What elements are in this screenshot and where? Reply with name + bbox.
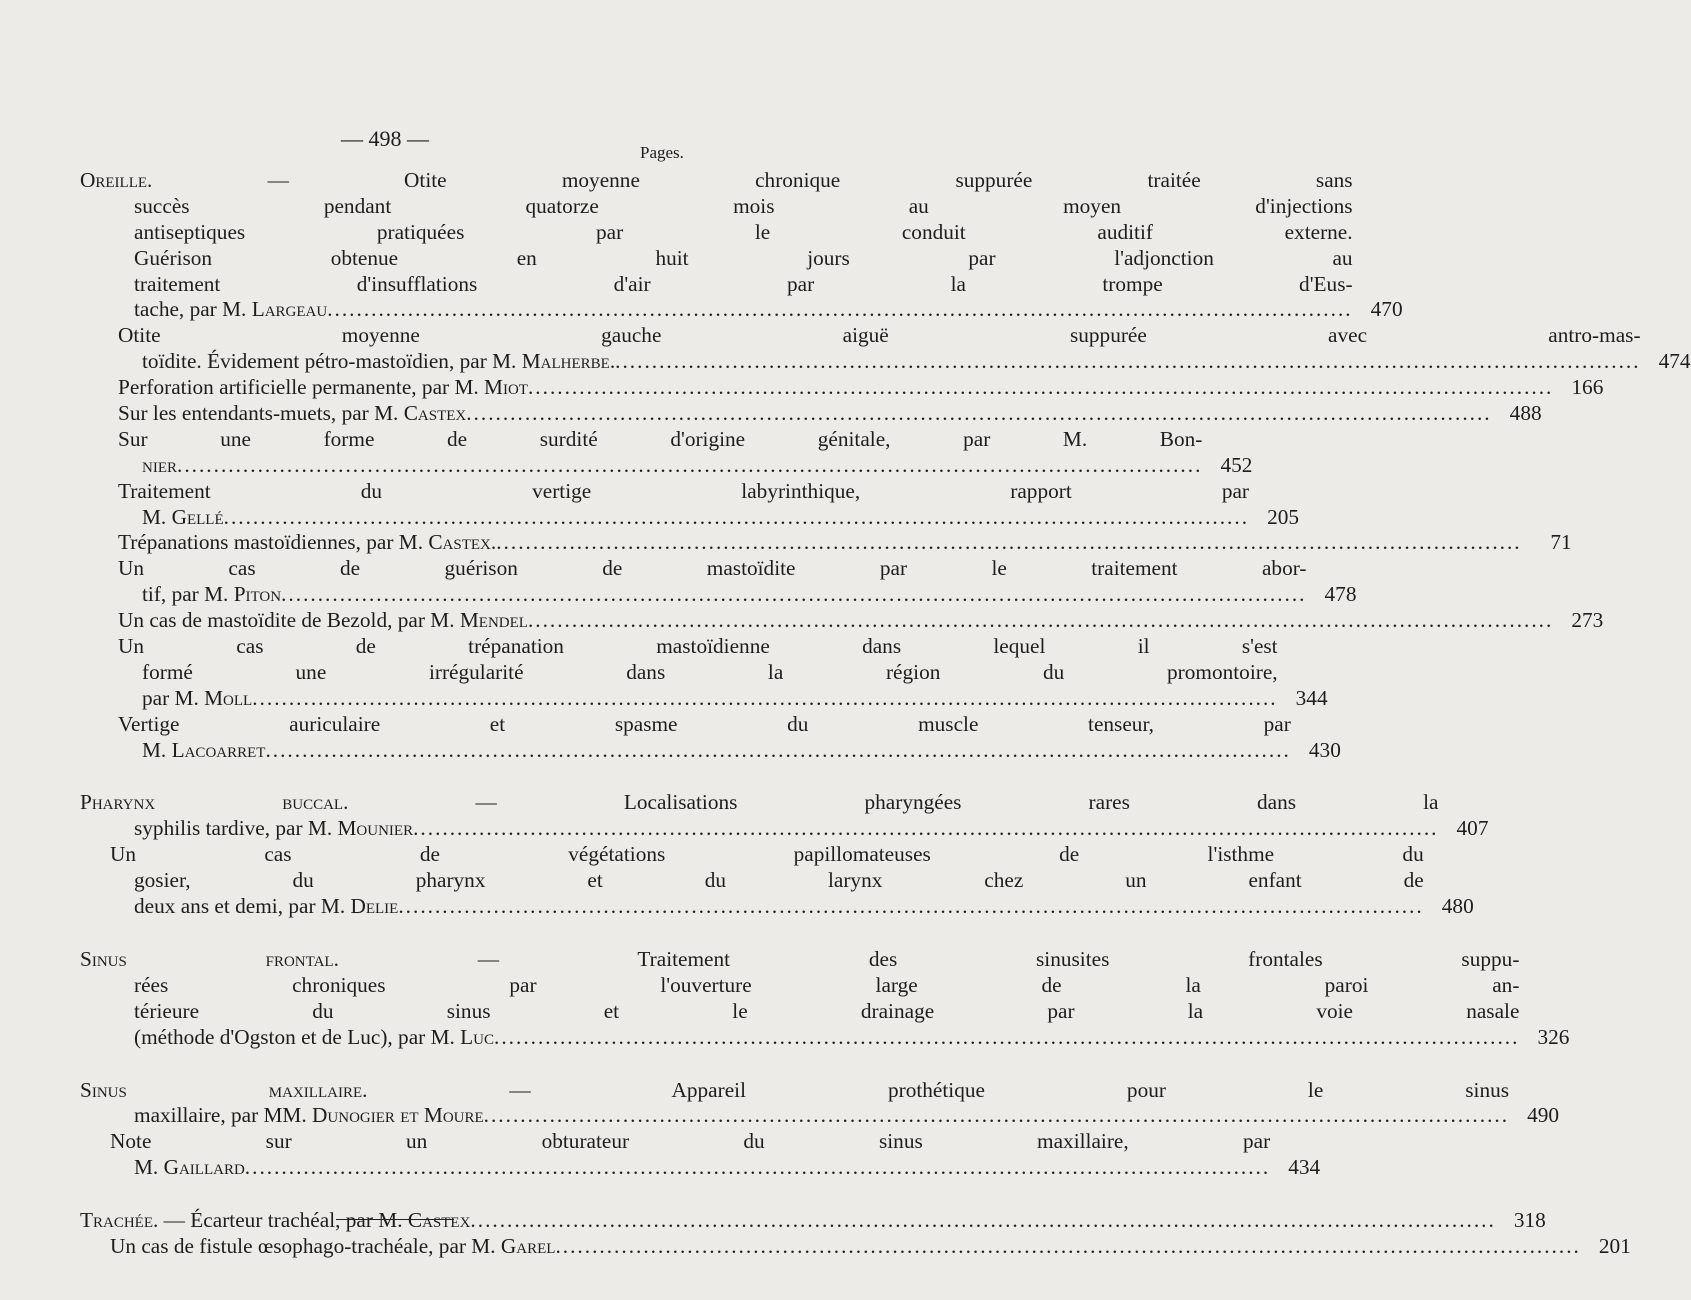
line-text: Sur une forme de surdité d'origine génitale, par M. Bon- bbox=[118, 426, 1203, 451]
line-text: tache, par M. bbox=[134, 297, 252, 322]
author-name: Miot bbox=[484, 375, 528, 400]
entry-text bbox=[80, 790, 1438, 842]
entry-last-line bbox=[110, 1155, 1270, 1181]
entry-text bbox=[118, 375, 1553, 401]
entry-line bbox=[118, 479, 1249, 505]
leader-dots bbox=[265, 738, 1290, 764]
leader-dots bbox=[528, 375, 1553, 401]
entry-last-line bbox=[118, 453, 1202, 479]
author-name: Malherbe. bbox=[521, 349, 616, 374]
entry-line bbox=[80, 220, 1353, 246]
line-text: M. bbox=[142, 504, 172, 529]
entry-last-line bbox=[118, 530, 1522, 556]
entry-text bbox=[118, 556, 1306, 608]
entry-line bbox=[80, 246, 1353, 272]
index-entry bbox=[80, 375, 1604, 401]
page-ref: 407 bbox=[1456, 816, 1489, 841]
entry-text bbox=[110, 1234, 1581, 1260]
entry-text bbox=[118, 634, 1278, 712]
entry-line bbox=[118, 556, 1306, 582]
leader-dots bbox=[496, 530, 1521, 556]
entry-last-line bbox=[118, 401, 1492, 427]
entry-text bbox=[118, 427, 1202, 479]
section-heading: Oreille. bbox=[80, 168, 153, 192]
line-text: Note sur un obturateur du sinus maxillaire, par bbox=[110, 1129, 1271, 1154]
entry-line bbox=[80, 790, 1438, 816]
line-text: Un cas de guérison de mastoïdite par le traitement abor- bbox=[118, 556, 1307, 581]
pages-column-label: Pages. bbox=[640, 143, 684, 162]
page-ref: 452 bbox=[1220, 452, 1253, 477]
entry-line bbox=[118, 712, 1291, 738]
author-name: Gaillard bbox=[163, 1155, 245, 1180]
author-name: Dunogier et Moure bbox=[312, 1103, 484, 1128]
index-entry bbox=[80, 426, 1253, 479]
page-number: — 498 — bbox=[341, 126, 429, 151]
last-line-text bbox=[142, 453, 177, 479]
line-text: succès pendant quatorze mois au moyen d'injections bbox=[134, 193, 1353, 218]
line-text: Perforation artificielle permanente, par M. bbox=[118, 375, 485, 400]
entry-text bbox=[80, 947, 1519, 1051]
author-name: Castex bbox=[407, 1208, 471, 1233]
entry-line bbox=[118, 660, 1278, 686]
entry-line bbox=[80, 194, 1353, 220]
index-entry bbox=[80, 323, 1691, 375]
entry-text bbox=[118, 323, 1641, 375]
index-entry bbox=[80, 478, 1300, 531]
line-text: rées chroniques par l'ouverture large de la paroi an- bbox=[134, 972, 1520, 997]
entry-last-line bbox=[118, 375, 1553, 401]
last-line-text bbox=[164, 1208, 471, 1234]
page-ref: 318 bbox=[1513, 1208, 1546, 1233]
entry-text bbox=[80, 168, 1353, 323]
index-entry bbox=[80, 946, 1570, 1051]
page-ref: 273 bbox=[1571, 608, 1604, 633]
last-line-text bbox=[110, 1234, 555, 1260]
line-text: Guérison obtenue en huit jours par l'adjonction au bbox=[134, 245, 1353, 270]
author-name: Mendel bbox=[459, 608, 528, 633]
author-name: Moll bbox=[204, 685, 253, 710]
index-entry bbox=[80, 168, 1403, 323]
line-text: — Localisations pharyngées rares dans la bbox=[475, 790, 1439, 815]
last-line-text bbox=[118, 401, 466, 427]
last-line-text bbox=[142, 582, 281, 608]
leader-dots bbox=[413, 816, 1438, 842]
line-text: syphilis tardive, par M. bbox=[134, 816, 338, 841]
entry-line bbox=[80, 1078, 1509, 1104]
last-line-text bbox=[118, 608, 528, 634]
entry-last-line bbox=[80, 297, 1353, 323]
line-text: — Traitement des sinusites frontales suppu- bbox=[477, 946, 1520, 971]
leader-dots bbox=[398, 894, 1423, 920]
entry-last-line bbox=[118, 505, 1249, 531]
page-ref: 166 bbox=[1571, 375, 1604, 400]
section-heading: Sinus maxillaire. bbox=[80, 1077, 368, 1102]
entry-text bbox=[80, 1078, 1509, 1130]
entry-last-line bbox=[80, 1025, 1519, 1051]
entry-text bbox=[118, 479, 1249, 531]
page-ref: 201 bbox=[1598, 1233, 1631, 1258]
author-name: Castex bbox=[403, 401, 467, 426]
entry-last-line bbox=[80, 1103, 1509, 1129]
index-entry bbox=[80, 401, 1542, 427]
entry-text bbox=[80, 1208, 1496, 1234]
line-text: maxillaire, par MM. bbox=[134, 1103, 313, 1128]
line-text: tif, par M. bbox=[142, 582, 234, 607]
last-line-text bbox=[134, 816, 413, 842]
index-section bbox=[80, 1208, 1631, 1260]
entry-line bbox=[110, 1129, 1270, 1155]
index-entry bbox=[80, 1233, 1631, 1260]
end-rule bbox=[336, 1219, 454, 1220]
index-content bbox=[80, 168, 1691, 1287]
author-name: Garel bbox=[500, 1233, 556, 1258]
author-name: Gellé bbox=[171, 504, 224, 529]
index-entry bbox=[80, 634, 1328, 712]
line-text: — Appareil prothétique pour le sinus bbox=[509, 1077, 1510, 1102]
leader-dots bbox=[470, 1208, 1495, 1234]
index-entry bbox=[80, 1208, 1546, 1234]
line-text: par M. bbox=[142, 685, 205, 710]
page-ref: 430 bbox=[1308, 737, 1341, 762]
entry-line bbox=[80, 999, 1519, 1025]
author-name: Lacoarret bbox=[171, 737, 266, 762]
section-heading: Trachée. bbox=[80, 1208, 159, 1233]
entry-text bbox=[118, 712, 1291, 764]
entry-text bbox=[118, 530, 1522, 556]
page-ref: 480 bbox=[1441, 894, 1474, 919]
line-text: Otite moyenne gauche aiguë suppurée avec antro-mas- bbox=[118, 323, 1641, 348]
line-text: Un cas de mastoïdite de Bezold, par M. bbox=[118, 608, 460, 633]
index-section bbox=[80, 946, 1570, 1051]
entry-last-line bbox=[118, 738, 1291, 764]
entry-text bbox=[118, 608, 1553, 634]
line-text: antiseptiques pratiquées par le conduit auditif externe. bbox=[134, 219, 1353, 244]
line-text: — Écarteur trachéal, par M. bbox=[163, 1208, 408, 1233]
index-entry bbox=[80, 1077, 1560, 1130]
entry-line bbox=[118, 323, 1641, 349]
last-line-text bbox=[142, 738, 265, 764]
line-text: toïdite. Évidement pétro-mastoïdien, par M. bbox=[142, 349, 522, 374]
page-ref: 474 bbox=[1658, 349, 1691, 374]
author-name: Largeau bbox=[251, 297, 328, 322]
leader-dots bbox=[281, 582, 1306, 608]
line-text: formé une irrégularité dans la région du promontoire, bbox=[142, 659, 1278, 684]
line-text: gosier, du pharynx et du larynx chez un enfant de bbox=[134, 868, 1424, 893]
leader-dots bbox=[177, 453, 1202, 479]
line-text: (méthode d'Ogston et de Luc), par M. bbox=[134, 1024, 461, 1049]
index-entry bbox=[80, 711, 1341, 764]
entry-line bbox=[80, 168, 1353, 194]
page-ref: 490 bbox=[1527, 1103, 1560, 1128]
entry-line bbox=[110, 868, 1424, 894]
entry-line bbox=[80, 973, 1519, 999]
leader-dots bbox=[528, 608, 1553, 634]
last-line-text bbox=[142, 686, 252, 712]
last-line-text bbox=[142, 505, 224, 531]
entry-line bbox=[118, 427, 1202, 453]
entry-text bbox=[110, 842, 1424, 920]
entry-last-line bbox=[110, 1234, 1581, 1260]
entry-line bbox=[118, 634, 1278, 660]
last-line-text bbox=[134, 1025, 494, 1051]
last-line-text bbox=[134, 1103, 484, 1129]
line-text: térieure du sinus et le drainage par la voie nasale bbox=[134, 998, 1520, 1023]
entry-last-line bbox=[118, 608, 1553, 634]
index-section bbox=[80, 168, 1691, 763]
entry-text bbox=[118, 401, 1492, 427]
leader-dots bbox=[327, 297, 1352, 323]
index-entry bbox=[80, 790, 1489, 842]
leader-dots bbox=[245, 1155, 1270, 1181]
page-ref: 205 bbox=[1267, 504, 1300, 529]
author-name: Luc bbox=[460, 1024, 495, 1049]
author-name: nier bbox=[142, 452, 177, 477]
author-name: Delie bbox=[350, 894, 399, 919]
entry-last-line bbox=[110, 894, 1424, 920]
entry-last-line bbox=[80, 1208, 1496, 1234]
entry-line bbox=[80, 947, 1519, 973]
line-text: Un cas de trépanation mastoïdienne dans lequel il s'est bbox=[118, 634, 1278, 659]
line-text: Trépanations mastoïdiennes, par M. bbox=[118, 530, 429, 555]
leader-dots bbox=[252, 686, 1277, 712]
last-line-text bbox=[134, 894, 398, 920]
index-entry bbox=[80, 1129, 1321, 1181]
entry-last-line bbox=[118, 582, 1306, 608]
page-ref: 470 bbox=[1370, 297, 1403, 322]
last-line-text bbox=[134, 1155, 245, 1181]
entry-last-line bbox=[118, 686, 1278, 712]
line-text: traitement d'insufflations d'air par la trompe d'Eus- bbox=[134, 271, 1353, 296]
line-text: Un cas de végétations papillomateuses de l'isthme du bbox=[110, 842, 1424, 867]
page-ref: 434 bbox=[1288, 1155, 1321, 1180]
index-entry bbox=[80, 842, 1474, 920]
section-heading: Pharynx buccal. bbox=[80, 790, 349, 815]
line-text: Traitement du vertige labyrinthique, rapport par bbox=[118, 478, 1250, 503]
leader-dots bbox=[466, 401, 1491, 427]
section-heading: Sinus frontal. bbox=[80, 946, 339, 971]
author-name: Piton bbox=[233, 582, 282, 607]
page-ref: 478 bbox=[1324, 582, 1357, 607]
index-entry bbox=[80, 608, 1604, 634]
entry-line bbox=[80, 272, 1353, 298]
author-name: Castex. bbox=[428, 530, 497, 555]
last-line-text bbox=[142, 349, 615, 375]
line-text: M. bbox=[142, 737, 172, 762]
line-text: deux ans et demi, par M. bbox=[134, 894, 351, 919]
line-text: Vertige auriculaire et spasme du muscle tenseur, par bbox=[118, 711, 1291, 736]
index-entry bbox=[80, 556, 1357, 608]
line-text: Un cas de fistule œsophago-trachéale, par M. bbox=[110, 1233, 501, 1258]
entry-last-line bbox=[118, 349, 1641, 375]
line-text: — Otite moyenne chronique suppurée traitée sans bbox=[267, 168, 1353, 192]
index-section bbox=[80, 790, 1489, 919]
leader-dots bbox=[494, 1025, 1519, 1051]
line-text: M. bbox=[134, 1155, 164, 1180]
leader-dots bbox=[615, 349, 1640, 375]
entry-line bbox=[110, 842, 1424, 868]
author-name: Mounier bbox=[337, 816, 414, 841]
page-ref: 326 bbox=[1537, 1024, 1570, 1049]
page-ref: 344 bbox=[1295, 685, 1328, 710]
page-ref: 71 bbox=[1550, 530, 1572, 555]
line-text: Sur les entendants-muets, par M. bbox=[118, 401, 404, 426]
entry-last-line bbox=[80, 816, 1438, 842]
index-section bbox=[80, 1077, 1560, 1182]
last-line-text bbox=[118, 375, 528, 401]
last-line-text bbox=[134, 297, 327, 323]
index-entry bbox=[80, 530, 1572, 556]
leader-dots bbox=[484, 1103, 1509, 1129]
leader-dots bbox=[555, 1234, 1580, 1260]
last-line-text bbox=[118, 530, 496, 556]
leader-dots bbox=[224, 505, 1249, 531]
page-ref: 488 bbox=[1509, 401, 1542, 426]
entry-text bbox=[110, 1129, 1270, 1181]
